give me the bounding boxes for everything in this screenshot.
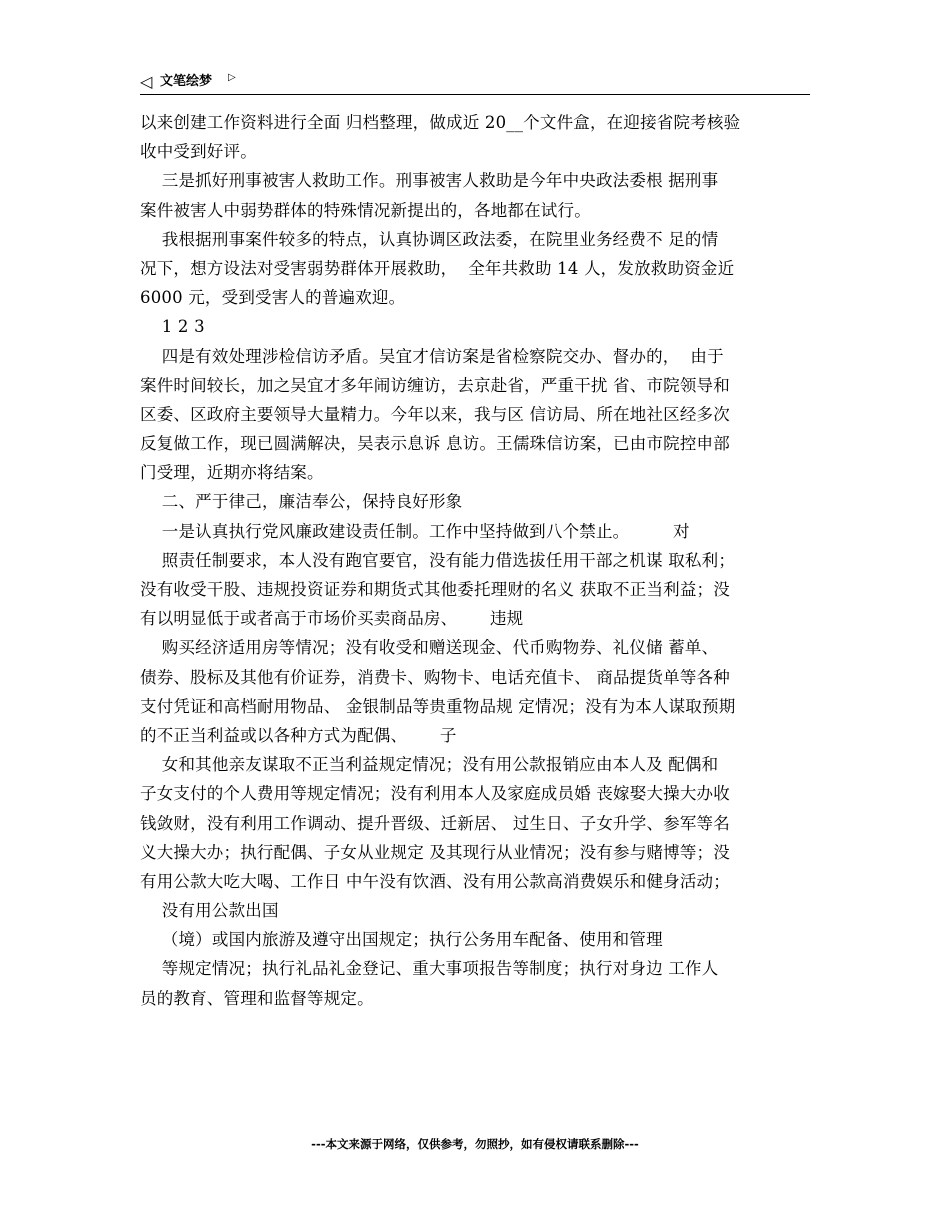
- text-line: 有用公款大吃大喝、工作日 中午没有饮酒、没有用公款高消费娱乐和健身活动；: [140, 871, 730, 891]
- text-line: 员的教育、管理和监督等规定。: [140, 988, 374, 1008]
- text-line: 以来创建工作资料进行全面 归档整理，做成近 20__个文件盒，在迎接省院考核验: [140, 113, 741, 132]
- text-line: 义大操大办；执行配偶、子女从业规定 及其现行从业情况；没有参与赌博等；没: [140, 842, 730, 862]
- text-line: 一是认真执行党风廉政建设责任制。工作中坚持做到八个禁止。 对: [140, 521, 690, 541]
- text-line: 收中受到好评。: [140, 142, 257, 162]
- text-line: 6000 元，受到受害人的普遍欢迎。: [140, 288, 406, 308]
- footer-disclaimer: ---本文来源于网络，仅供参考，勿照抄，如有侵权请联系删除---: [311, 1137, 639, 1151]
- text-line: 四是有效处理涉检信访矛盾。吴宜才信访案是省检察院交办、督办的， 由于: [140, 346, 724, 366]
- text-line: 没有收受干股、违规投资证券和期货式其他委托理财的名义 获取不正当利益；没: [140, 580, 730, 599]
- text-line: 三是抓好刑事被害人救助工作。刑事被害人救助是今年中央政法委根 据刑事: [140, 171, 719, 191]
- text-line: 区委、区政府主要领导大量精力。今年以来，我与区 信访局、所在地社区经多次: [140, 404, 730, 424]
- triangle-left-outline-icon: ◁: [140, 72, 153, 91]
- text-line: 支付凭证和高档耐用物品、 金银制品等贵重物品规 定情况；没有为本人谋取预期: [140, 696, 736, 716]
- text-line: 的不正当利益或以各种方式为配偶、 子: [140, 725, 457, 745]
- text-line: 钱敛财，没有利用工作调动、提升晋级、迁新居、 过生日、子女升学、参军等名: [140, 813, 730, 833]
- text-line: 门受理，近期亦将结案。: [140, 463, 324, 483]
- text-line: 女和其他亲友谋取不正当利益规定情况；没有用公款报销应由本人及 配偶和: [140, 755, 719, 775]
- text-line: （境）或国内旅游及遵守出国规定；执行公务用车配备、使用和管理: [140, 930, 663, 950]
- text-line: 照责任制要求，本人没有跑官要官，没有能力借选拔任用干部之机谋 取私利；: [140, 550, 736, 570]
- text-line: 子女支付的个人费用等规定情况；没有利用本人及家庭成员婚 丧嫁娶大操大办收: [140, 784, 730, 804]
- text-line: 案件被害人中弱势群体的特殊情况新提出的，各地都在试行。: [140, 200, 591, 220]
- header-title: 文笔绘梦: [160, 74, 213, 89]
- text-line: 二、严于律己，廉洁奉公，保持良好形象: [140, 492, 463, 512]
- triangle-right-outline-icon: ▷: [228, 72, 236, 83]
- text-line: 我根据刑事案件较多的特点，认真协调区政法委，在院里业务经费不 足的情: [140, 229, 719, 249]
- text-line: 况下，想方设法对受害弱势群体开展救助， 全年共救助 14 人，发放救助资金近: [140, 258, 735, 278]
- text-line: 没有用公款出国: [140, 901, 279, 921]
- text-line: 债券、股标及其他有价证券，消费卡、购物卡、电话充值卡、 商品提货单等各种: [140, 667, 730, 687]
- document-body: [140, 108, 812, 1013]
- text-line: 反复做工作，现已圆满解决，吴表示息诉 息访。王儒珠信访案，已由市院控申部: [140, 434, 730, 454]
- text-line: 1 2 3: [140, 317, 205, 337]
- page-header: [140, 72, 810, 95]
- text-line: 购买经济适用房等情况；没有收受和赠送现金、代币购物券、礼仪储 蓄单、: [140, 638, 719, 658]
- text-line: 有以明显低于或者高于市场价买卖商品房、 违规: [140, 609, 524, 629]
- text-line: 案件时间较长，加之吴宜才多年闹访缠访，去京赴省，严重干扰 省、市院领导和: [140, 375, 730, 395]
- text-line: 等规定情况；执行礼品礼金登记、重大事项报告等制度；执行对身边 工作人: [140, 959, 719, 979]
